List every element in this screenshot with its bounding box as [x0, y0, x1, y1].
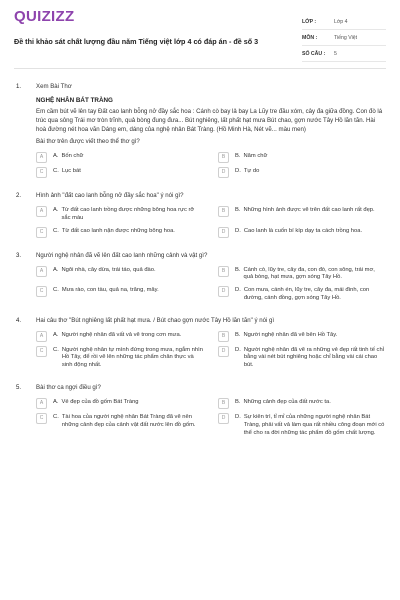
option-a[interactable]	[36, 399, 204, 409]
option-letter-box: A	[36, 152, 47, 163]
option-letter-box: B	[218, 331, 229, 342]
option-b[interactable]	[218, 399, 386, 409]
option-d[interactable]	[218, 414, 386, 437]
options-grid	[36, 207, 386, 238]
option-letter-box: C	[36, 346, 47, 357]
option-letter: C.	[53, 287, 59, 294]
meta-row-class	[302, 14, 386, 30]
question-number: 1.	[16, 83, 22, 90]
option-c[interactable]	[36, 414, 204, 437]
option-letter: A.	[53, 398, 59, 405]
meta-value: Lớp 4	[334, 18, 348, 25]
option-d[interactable]	[218, 168, 386, 178]
option-letter-box: C	[36, 227, 47, 238]
question-body	[36, 384, 386, 437]
question-body	[36, 83, 386, 178]
option-letter: A.	[53, 266, 59, 273]
options-grid	[36, 399, 386, 437]
option-b[interactable]	[218, 332, 386, 342]
option-letter-box: D	[218, 167, 229, 178]
option-letter: D.	[235, 413, 241, 420]
question-4	[14, 317, 386, 370]
option-letter: B.	[235, 398, 241, 405]
option-letter-box: C	[36, 413, 47, 424]
meta-row-count	[302, 46, 386, 62]
question-number: 3.	[16, 251, 22, 259]
option-text: Từ đất cao lanh nặn được những bông hoa.	[61, 227, 175, 234]
option-d[interactable]	[218, 347, 386, 370]
option-letter: A.	[53, 207, 59, 214]
option-letter-box: C	[36, 286, 47, 297]
question-text: Xem Bài Thơ	[36, 83, 72, 90]
option-letter-box: C	[36, 167, 47, 178]
option-text: Tự do	[243, 168, 260, 175]
option-b[interactable]	[218, 207, 386, 223]
option-letter-box: B	[218, 152, 229, 163]
option-text: Năm chữ	[243, 153, 268, 160]
option-text: Bốn chữ	[61, 153, 84, 160]
option-text: Ngôi nhà, cây dừa, trái táo, quả đào.	[61, 266, 156, 273]
option-text: Vẻ đẹp của đồ gốm Bát Tràng	[61, 398, 139, 405]
option-text: Sự kiên trì, tỉ mỉ của những người nghệ nhân Bát Tràng, phải vất vả làm qua rất nhiều công đoạn mới có thể cho ra đời những tác phẩm đồ gốm chất lượng.	[243, 413, 385, 436]
question-body	[36, 252, 386, 303]
meta-table	[302, 14, 386, 62]
option-letter: C.	[53, 346, 59, 353]
option-letter-box: B	[218, 206, 229, 217]
option-letter-box: A	[36, 206, 47, 217]
option-c[interactable]	[36, 347, 204, 370]
option-text: Mưa rào, con tàu, quả na, trăng, mây.	[61, 287, 159, 294]
question-5	[14, 384, 386, 437]
option-a[interactable]	[36, 153, 204, 163]
option-letter: B.	[235, 153, 241, 160]
option-letter-box: B	[218, 266, 229, 277]
option-text: Người nghệ nhân đã vẽ ra những vẻ đẹp rất tinh tế chỉ bằng vài nét bút nghiêng hoặc chỉ bằng vài cái chao bút.	[243, 346, 384, 369]
question-body	[36, 317, 386, 370]
option-a[interactable]	[36, 267, 204, 283]
question-text: Hai câu thơ "Bút nghiêng lất phất hạt mưa. / Bút chao gợn nước Tây Hồ lăn tăn" ý nói gì	[36, 316, 275, 324]
question-text: Bài thơ ca ngợi điều gì?	[36, 384, 101, 392]
option-letter: C.	[53, 413, 59, 420]
meta-row-subject	[302, 30, 386, 46]
option-letter-box: D	[218, 346, 229, 357]
option-b[interactable]	[218, 153, 386, 163]
question-1	[14, 83, 386, 178]
option-letter: B.	[235, 331, 241, 338]
options-grid	[36, 332, 386, 370]
poem-text: Em cầm bút vẽ lên tay Đất cao lanh bỗng nở đầy sắc hoa : Cánh cò bay lả bay La Lũy tre đầu xóm, cây đa giữa đồng. Con đò lá trúc qua sông Trái mơ tròn trĩnh, quả bòng đung đưa... Bút nghiêng, lất phất hạt mưa Bút chao, gợn nước Tây Hồ lăn tăn. Hài hoà đường nét hoa văn Dáng em, dáng của nghệ nhân Bát Tràng. (Hồ Minh Hà, Nét vẽ... màu men)	[36, 107, 383, 133]
option-letter: D.	[235, 168, 241, 175]
option-text: Cánh cò, lũy tre, cây đa, con đò, con sông, trái mơ, quả bòng, hạt mưa, gợn sóng Tây Hồ.	[243, 266, 375, 281]
option-letter: C.	[53, 227, 59, 234]
question-2	[14, 192, 386, 237]
meta-value: Tiếng Việt	[334, 34, 358, 41]
option-letter-box: D	[218, 227, 229, 238]
question-text: Hình ảnh "đất cao lanh bỗng nở đầy sắc hoa" ý nói gì?	[36, 192, 184, 200]
option-letter-box: D	[218, 286, 229, 297]
option-letter: A.	[53, 153, 59, 160]
options-grid	[36, 153, 386, 178]
option-text: Từ đất cao lanh trồng được những bông hoa rực rỡ sắc màu	[61, 207, 195, 221]
option-text: Những cảnh đẹp của đất nước ta.	[243, 398, 331, 405]
option-text: Người nghệ nhân đã vất vả vẽ trong cơn mưa.	[61, 331, 182, 338]
quizizz-logo: QUIZIZZ	[14, 8, 75, 25]
page-title: Đề thi khảo sát chất lượng đầu năm Tiếng việt lớp 4 có đáp án - đề số 3	[14, 37, 259, 46]
option-text: Người nghệ nhân tự mình đứng trong mưa, ngắm nhìn Hồ Tây, để rồi vẽ lên những tác phẩm chân thực và sinh động nhất.	[61, 346, 203, 369]
option-letter-box: A	[36, 398, 47, 409]
option-letter: A.	[53, 331, 59, 338]
meta-label: MÔN :	[302, 34, 318, 41]
option-letter: C.	[53, 168, 59, 175]
meta-label: LỚP :	[302, 18, 317, 25]
question-number: 4.	[16, 316, 22, 324]
question-number: 5.	[16, 384, 22, 392]
option-b[interactable]	[218, 267, 386, 283]
option-text: Những hình ảnh được vẽ trên đất cao lanh rất đẹp.	[243, 207, 375, 214]
meta-label: SỐ CÂU :	[302, 50, 326, 57]
option-letter-box: D	[218, 413, 229, 424]
question-3	[14, 252, 386, 303]
option-text: Con mưa, cánh én, lũy tre, cây đa, mái đình, con đường, cánh đồng, gợn sóng Tây Hồ.	[243, 287, 370, 301]
poem-title: NGHỆ NHÂN BÁT TRÀNG	[36, 96, 113, 104]
question-body	[36, 192, 386, 237]
header-left	[14, 8, 279, 46]
option-letter: D.	[235, 287, 241, 294]
option-text: Người nghệ nhân đã vẽ bên Hồ Tây.	[243, 331, 338, 338]
option-c[interactable]	[36, 228, 204, 238]
option-letter: B.	[235, 266, 241, 273]
options-grid	[36, 267, 386, 303]
option-letter-box: B	[218, 398, 229, 409]
sub-question: Bài thơ trên được viết theo thể thơ gì?	[36, 138, 140, 146]
option-text: Cao lanh là cuốn bí kíp dạy ta cách trồng hoa.	[243, 227, 363, 234]
option-letter: D.	[235, 346, 241, 353]
question-text: Người nghệ nhân đã vẽ lên đất cao lanh những cảnh và vật gì?	[36, 251, 208, 259]
option-text: Lục bát	[61, 168, 81, 175]
option-text: Tài hoa của người nghệ nhân Bát Tràng đã vẽ nên những cảnh đẹp của cảnh vật đất nước lên đồ gốm.	[61, 413, 196, 428]
option-letter-box: A	[36, 266, 47, 277]
option-c[interactable]	[36, 287, 204, 303]
option-a[interactable]	[36, 207, 204, 223]
meta-value: 5	[334, 50, 337, 57]
option-d[interactable]	[218, 287, 386, 303]
option-d[interactable]	[218, 228, 386, 238]
option-letter-box: A	[36, 331, 47, 342]
option-letter: B.	[235, 207, 241, 214]
option-c[interactable]	[36, 168, 204, 178]
worksheet-header	[14, 8, 386, 69]
question-number: 2.	[16, 192, 22, 200]
option-a[interactable]	[36, 332, 204, 342]
option-letter: D.	[235, 227, 241, 234]
